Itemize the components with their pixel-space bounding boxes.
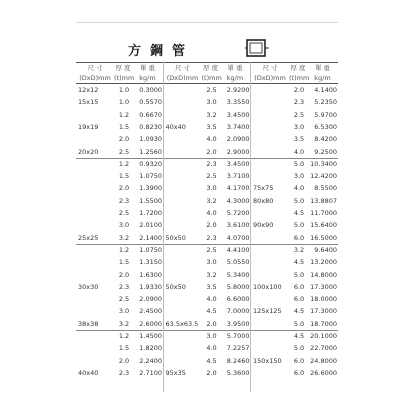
thickness-cell: 6.0	[293, 282, 305, 291]
weight-cell: 1.7200	[139, 209, 162, 217]
size-cell: 19x19	[78, 122, 99, 131]
weight-cell: 6.6000	[226, 295, 250, 304]
weight-cell: 8.2460	[226, 356, 250, 365]
table-row	[251, 195, 338, 207]
size-cell: 15x15	[78, 98, 99, 107]
thickness-cell: 2.5	[118, 209, 130, 217]
table-row	[76, 195, 163, 207]
table-row	[251, 305, 338, 317]
weight-cell: 5.7000	[226, 332, 250, 340]
table-row	[76, 367, 163, 379]
size-cell: 12x12	[78, 86, 99, 94]
thickness-cell: 2.5	[118, 147, 130, 156]
thickness-cell: 3.0	[293, 172, 305, 181]
table-row	[164, 318, 251, 330]
header-cell: (t)mm	[201, 74, 222, 82]
weight-cell: 0.3000	[139, 86, 162, 94]
weight-table	[76, 62, 338, 392]
size-cell: 63.5x63.5	[165, 319, 199, 328]
table-row	[76, 84, 163, 96]
thickness-cell: 4.0	[206, 209, 217, 217]
weight-cell: 10.3400	[310, 159, 337, 168]
table-column-group	[76, 62, 163, 392]
table-row	[76, 121, 163, 133]
thickness-cell: 2.5	[206, 86, 217, 94]
size-cell: 50x50	[165, 282, 186, 291]
table-row	[251, 293, 338, 305]
top-rule	[76, 22, 338, 23]
size-cell: 25x25	[78, 233, 99, 242]
weight-cell: 5.7200	[226, 209, 250, 217]
weight-cell: 3.3550	[226, 98, 250, 107]
size-cell: 50x50	[165, 233, 186, 242]
thickness-cell: 3.2	[206, 196, 217, 205]
table-row	[164, 182, 251, 194]
table-row	[251, 367, 338, 379]
table-row	[76, 146, 163, 158]
thickness-cell: 4.5	[293, 258, 305, 267]
thickness-cell: 5.0	[293, 196, 305, 205]
size-cell: 38x38	[78, 319, 99, 328]
thickness-cell: 4.0	[206, 344, 217, 353]
thickness-cell: 3.2	[206, 110, 217, 119]
thickness-cell: 3.5	[206, 282, 217, 291]
weight-cell: 1.4500	[139, 332, 162, 340]
table-row	[76, 109, 163, 121]
weight-cell: 4.4100	[226, 245, 250, 254]
thickness-cell: 6.0	[293, 295, 305, 304]
header-cell: 單 重	[227, 64, 243, 72]
table-row	[251, 219, 338, 231]
weight-cell: 11.7000	[310, 209, 337, 217]
weight-cell: 2.4500	[139, 307, 162, 316]
thickness-cell: 3.0	[206, 184, 217, 193]
table-row	[251, 318, 338, 330]
weight-cell: 13.8807	[310, 196, 337, 205]
weight-cell: 5.3400	[226, 270, 250, 279]
header-cell: (DxD)mm	[254, 74, 286, 82]
table-row	[251, 84, 338, 96]
table-row	[76, 219, 163, 231]
table-row	[251, 207, 338, 219]
weight-cell: 3.4500	[226, 110, 250, 119]
weight-cell: 1.6300	[139, 270, 162, 279]
thickness-cell: 4.5	[293, 209, 305, 217]
table-header-row2	[76, 73, 163, 83]
group-divider	[250, 62, 251, 392]
table-row	[251, 182, 338, 194]
table-row	[251, 330, 338, 342]
weight-cell: 4.1400	[314, 86, 337, 94]
table-row	[251, 158, 338, 170]
table-row	[164, 330, 251, 342]
weight-cell: 2.0900	[139, 295, 162, 304]
weight-cell: 13.2000	[310, 258, 337, 267]
table-row	[251, 109, 338, 121]
weight-cell: 17.3000	[310, 307, 337, 316]
weight-cell: 0.9320	[139, 159, 162, 168]
size-cell: 30x30	[78, 282, 99, 291]
header-cell: kg/m	[314, 74, 331, 82]
thickness-cell: 5.0	[293, 159, 305, 168]
thickness-cell: 4.5	[206, 307, 217, 316]
table-row	[76, 232, 163, 244]
table-row	[164, 342, 251, 354]
table-header-row1	[251, 63, 338, 73]
thickness-cell: 3.0	[118, 221, 130, 230]
size-cell: 20x20	[78, 147, 99, 156]
weight-cell: 15.6400	[310, 221, 337, 230]
thickness-cell: 1.2	[118, 159, 130, 168]
table-row	[164, 219, 251, 231]
thickness-cell: 4.5	[206, 356, 217, 365]
table-row	[164, 367, 251, 379]
table-row	[251, 146, 338, 158]
thickness-cell: 2.5	[118, 295, 130, 304]
weight-cell: 1.0930	[139, 135, 162, 144]
weight-cell: 5.2350	[314, 98, 337, 107]
thickness-cell: 2.3	[118, 196, 130, 205]
table-row	[251, 121, 338, 133]
table-row	[251, 342, 338, 354]
thickness-cell: 5.0	[293, 319, 305, 328]
header-cell: (t)mm	[114, 74, 135, 82]
weight-cell: 2.0900	[226, 135, 250, 144]
weight-cell: 16.5000	[310, 233, 337, 242]
table-row	[251, 96, 338, 108]
table-row	[251, 269, 338, 281]
thickness-cell: 2.0	[206, 221, 217, 230]
weight-cell: 2.1400	[139, 233, 162, 242]
table-row	[164, 281, 251, 293]
table-row	[164, 232, 251, 244]
thickness-cell: 2.0	[118, 135, 130, 144]
thickness-cell: 2.5	[206, 245, 217, 254]
weight-cell: 17.3000	[310, 282, 337, 291]
weight-cell: 4.1700	[226, 184, 250, 193]
table-row	[164, 244, 251, 256]
weight-cell: 2.9000	[226, 147, 250, 156]
thickness-cell: 3.2	[293, 245, 305, 254]
weight-cell: 9.2500	[314, 147, 337, 156]
weight-cell: 0.5570	[139, 98, 162, 107]
weight-cell: 2.2400	[139, 356, 162, 365]
table-row	[164, 293, 251, 305]
table-header-row2	[251, 73, 338, 83]
weight-cell: 18.7000	[310, 319, 337, 328]
thickness-cell: 3.0	[206, 332, 217, 340]
weight-cell: 3.7100	[226, 172, 250, 181]
table-header-row1	[76, 63, 163, 73]
thickness-cell: 4.0	[206, 295, 217, 304]
thickness-cell: 2.0	[206, 368, 217, 377]
weight-cell: 2.0100	[139, 221, 162, 230]
thickness-cell: 1.5	[118, 172, 130, 181]
thickness-cell: 4.0	[206, 135, 217, 144]
thickness-cell: 2.0	[206, 147, 217, 156]
table-row	[76, 342, 163, 354]
table-column-group	[251, 62, 338, 392]
table-row	[76, 293, 163, 305]
table-row	[76, 96, 163, 108]
table-row	[164, 256, 251, 268]
weight-cell: 4.3000	[226, 196, 250, 205]
table-row	[164, 109, 251, 121]
weight-cell: 1.9330	[139, 282, 162, 291]
size-cell: 90x90	[253, 221, 274, 230]
weight-cell: 1.3150	[139, 258, 162, 267]
table-row	[76, 182, 163, 194]
table-row	[164, 355, 251, 367]
header-cell: (DxD)mm	[166, 74, 199, 82]
thickness-cell: 2.3	[293, 98, 305, 107]
thickness-cell: 4.5	[293, 332, 305, 340]
weight-cell: 6.5300	[314, 122, 337, 131]
table-row	[251, 355, 338, 367]
thickness-cell: 1.5	[118, 258, 130, 267]
weight-cell: 1.2560	[139, 147, 162, 156]
thickness-cell: 2.0	[118, 270, 130, 279]
header-cell: (DxD)mm	[79, 74, 111, 82]
table-row	[76, 158, 163, 170]
thickness-cell: 6.0	[293, 233, 305, 242]
size-cell: 125x125	[253, 307, 282, 316]
thickness-cell: 1.0	[118, 86, 130, 94]
thickness-cell: 3.0	[206, 258, 217, 267]
thickness-cell: 3.0	[118, 307, 130, 316]
table-row	[164, 170, 251, 182]
header-cell: (t)mm	[289, 74, 310, 82]
table-row	[251, 232, 338, 244]
table-row	[251, 281, 338, 293]
thickness-cell: 5.0	[293, 344, 305, 353]
table-row	[76, 170, 163, 182]
thickness-cell: 3.2	[118, 319, 130, 328]
weight-cell: 5.9700	[314, 110, 337, 119]
thickness-cell: 5.0	[293, 221, 305, 230]
thickness-cell: 4.0	[293, 184, 305, 193]
square-tube-icon	[244, 38, 270, 58]
table-row	[76, 318, 163, 330]
size-cell: 150x150	[253, 356, 282, 365]
weight-cell: 3.6100	[226, 221, 250, 230]
thickness-cell: 1.2	[118, 245, 130, 254]
thickness-cell: 3.0	[206, 98, 217, 107]
table-row	[251, 256, 338, 268]
table-row	[164, 158, 251, 170]
weight-cell: 1.0750	[139, 245, 162, 254]
thickness-cell: 2.0	[118, 184, 130, 193]
size-cell: 95x35	[165, 368, 186, 377]
header-cell: 單 重	[314, 64, 331, 72]
weight-cell: 1.0750	[139, 172, 162, 181]
size-cell: 40x40	[78, 368, 99, 377]
table-row	[76, 330, 163, 342]
thickness-cell: 1.2	[118, 332, 130, 340]
table-header-row1	[164, 63, 251, 73]
thickness-cell: 1.2	[118, 110, 130, 119]
thickness-cell: 2.0	[293, 86, 305, 94]
weight-cell: 4.0700	[226, 233, 250, 242]
table-row	[164, 146, 251, 158]
weight-cell: 7.0000	[226, 307, 250, 316]
weight-cell: 22.7000	[310, 344, 337, 353]
header-cell: 尺 寸	[262, 64, 278, 72]
thickness-cell: 3.5	[206, 122, 217, 131]
thickness-cell: 3.5	[293, 135, 305, 144]
table-header-row2	[164, 73, 251, 83]
size-cell: 75x75	[253, 184, 274, 193]
thickness-cell: 2.5	[206, 172, 217, 181]
weight-cell: 14.8000	[310, 270, 337, 279]
thickness-cell: 2.0	[206, 319, 217, 328]
weight-cell: 2.6000	[139, 319, 162, 328]
weight-cell: 8.5500	[314, 184, 337, 193]
header-cell: 單 重	[139, 64, 156, 72]
table-column-group	[164, 62, 251, 392]
weight-cell: 1.8200	[139, 344, 162, 353]
thickness-cell: 2.5	[293, 110, 305, 119]
thickness-cell: 6.0	[293, 368, 305, 377]
table-row	[76, 305, 163, 317]
header-cell: 厚 度	[115, 64, 131, 72]
thickness-cell: 3.2	[118, 233, 130, 242]
size-cell: 80x80	[253, 196, 274, 205]
table-row	[76, 207, 163, 219]
table-row	[164, 269, 251, 281]
weight-cell: 5.8000	[226, 282, 250, 291]
weight-cell: 8.4200	[314, 135, 337, 144]
header-cell: 厚 度	[290, 64, 306, 72]
weight-cell: 3.9500	[226, 319, 250, 328]
thickness-cell: 2.0	[118, 356, 130, 365]
weight-cell: 0.6670	[139, 110, 162, 119]
thickness-cell: 5.0	[293, 270, 305, 279]
table-row	[251, 133, 338, 145]
table-row	[251, 170, 338, 182]
weight-cell: 9.6400	[314, 245, 337, 254]
thickness-cell: 1.5	[118, 122, 130, 131]
weight-cell: 1.5500	[139, 196, 162, 205]
group-divider	[163, 62, 164, 392]
size-cell: 100x100	[253, 282, 282, 291]
thickness-cell: 2.3	[118, 368, 130, 377]
table-row	[76, 244, 163, 256]
weight-cell: 2.9200	[226, 86, 250, 94]
thickness-cell: 6.0	[293, 356, 305, 365]
weight-cell: 12.4200	[310, 172, 337, 181]
weight-cell: 26.6000	[310, 368, 337, 377]
thickness-cell: 4.5	[293, 307, 305, 316]
header-cell: 厚 度	[202, 64, 219, 72]
table-row	[164, 133, 251, 145]
table-row	[76, 133, 163, 145]
size-cell: 40x40	[165, 122, 186, 131]
thickness-cell: 1.0	[118, 98, 130, 107]
document-title: 方鋼管	[128, 44, 195, 59]
weight-cell: 2.7100	[139, 368, 162, 377]
weight-cell: 7.2257	[226, 344, 250, 353]
thickness-cell: 1.5	[118, 344, 130, 353]
weight-cell: 0.8230	[139, 122, 162, 131]
table-row	[76, 355, 163, 367]
weight-cell: 18.0000	[310, 295, 337, 304]
weight-cell: 3.7400	[226, 122, 250, 131]
table-row	[164, 207, 251, 219]
weight-cell: 20.1000	[310, 332, 337, 340]
thickness-cell: 2.3	[118, 282, 130, 291]
table-row	[76, 269, 163, 281]
table-row	[164, 195, 251, 207]
table-row	[164, 84, 251, 96]
thickness-cell: 2.3	[206, 159, 217, 168]
weight-cell: 5.0550	[226, 258, 250, 267]
header-cell: 尺 寸	[174, 64, 191, 72]
header-cell: kg/m	[226, 74, 244, 82]
table-row	[164, 305, 251, 317]
thickness-cell: 3.2	[206, 270, 217, 279]
table-row	[76, 281, 163, 293]
header-cell: 尺 寸	[87, 64, 103, 72]
thickness-cell: 2.3	[206, 233, 217, 242]
thickness-cell: 3.0	[293, 122, 305, 131]
table-row	[251, 244, 338, 256]
table-row	[164, 96, 251, 108]
weight-cell: 5.3600	[226, 368, 250, 377]
weight-cell: 1.3900	[139, 184, 162, 193]
thickness-cell: 4.0	[293, 147, 305, 156]
table-row	[76, 256, 163, 268]
weight-cell: 24.8000	[310, 356, 337, 365]
weight-cell: 3.4500	[226, 159, 250, 168]
header-cell: kg/m	[139, 74, 156, 82]
table-row	[164, 121, 251, 133]
